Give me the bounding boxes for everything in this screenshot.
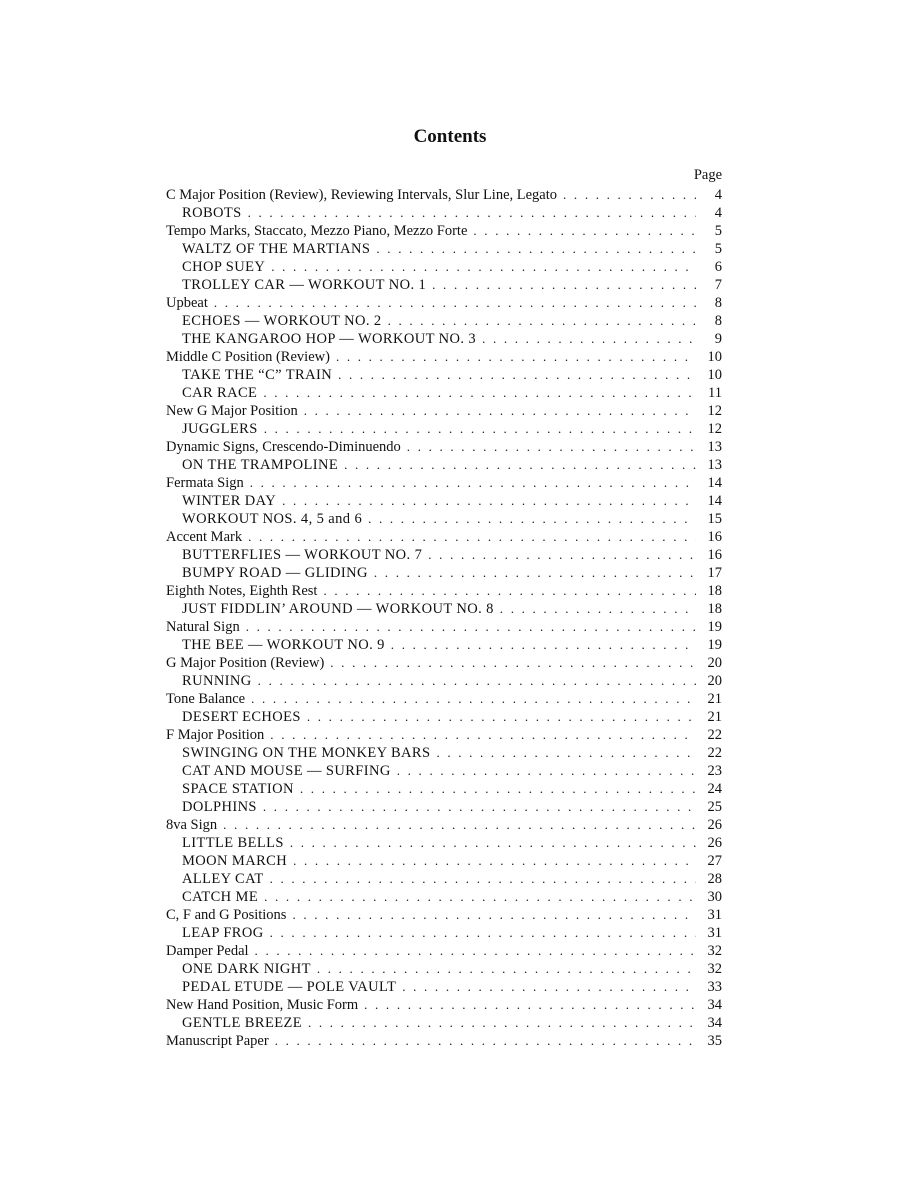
toc-entry	[166, 276, 722, 294]
dot-leader	[264, 888, 696, 906]
dot-leader	[407, 438, 696, 456]
toc-entry-page: 27	[707, 853, 722, 869]
toc-entry-label: TROLLEY CAR — WORKOUT NO. 1	[182, 277, 427, 293]
toc-entry-page: 20	[707, 655, 722, 671]
toc-list	[166, 186, 722, 1050]
toc-entry-page: 16	[707, 547, 722, 563]
dot-leader	[436, 744, 696, 762]
toc-entry-label: F Major Position	[166, 727, 265, 743]
toc-entry-label: New G Major Position	[166, 403, 298, 419]
toc-entry-label: ECHOES — WORKOUT NO. 2	[182, 313, 382, 329]
dot-leader	[263, 798, 696, 816]
dot-leader	[282, 492, 696, 510]
toc-entry	[166, 330, 722, 348]
dot-leader	[275, 1032, 696, 1050]
toc-entry-label: Dynamic Signs, Crescendo-Diminuendo	[166, 439, 401, 455]
toc-entry-page: 19	[707, 637, 722, 653]
toc-entry	[166, 636, 722, 654]
toc-entry-page: 7	[714, 277, 722, 293]
toc-entry-label: Natural Sign	[166, 619, 240, 635]
toc-entry-page: 11	[708, 385, 722, 401]
toc-entry-page: 13	[707, 439, 722, 455]
toc-entry-label: Damper Pedal	[166, 943, 249, 959]
toc-entry-label: Upbeat	[166, 295, 208, 311]
toc-entry	[166, 474, 722, 492]
toc-entry	[166, 888, 722, 906]
toc-entry-page: 17	[707, 565, 722, 581]
dot-leader	[563, 186, 696, 204]
dot-leader	[482, 330, 696, 348]
toc-entry	[166, 654, 722, 672]
toc-entry-page: 32	[707, 961, 722, 977]
dot-leader	[428, 546, 696, 564]
toc-entry-page: 10	[707, 349, 722, 365]
toc-entry-page: 34	[707, 1015, 722, 1031]
toc-entry	[166, 942, 722, 960]
toc-entry-label: WORKOUT NOS. 4, 5 and 6	[182, 511, 363, 527]
toc-entry-page: 5	[714, 223, 722, 239]
toc-entry-label: ONE DARK NIGHT	[182, 961, 311, 977]
toc-entry-label: BUTTERFLIES — WORKOUT NO. 7	[182, 547, 423, 563]
toc-entry-page: 25	[707, 799, 722, 815]
dot-leader	[250, 474, 696, 492]
dot-leader	[368, 510, 696, 528]
toc-entry	[166, 582, 722, 600]
toc-entry	[166, 996, 722, 1014]
toc-entry-label: GENTLE BREEZE	[182, 1015, 302, 1031]
dot-leader	[391, 636, 696, 654]
dot-leader	[300, 780, 696, 798]
toc-entry-page: 8	[714, 313, 722, 329]
toc-entry-label: WALTZ OF THE MARTIANS	[182, 241, 371, 257]
toc-entry	[166, 546, 722, 564]
dot-leader	[246, 618, 696, 636]
toc-entry-label: DOLPHINS	[182, 799, 257, 815]
toc-entry-page: 12	[707, 421, 722, 437]
toc-entry-label: JUST FIDDLIN’ AROUND — WORKOUT NO. 8	[182, 601, 494, 617]
toc-entry-label: TAKE THE “C” TRAIN	[182, 367, 333, 383]
toc-entry	[166, 438, 722, 456]
toc-entry	[166, 1014, 722, 1032]
dot-leader	[255, 942, 696, 960]
dot-leader	[388, 312, 696, 330]
toc-entry-label: Middle C Position (Review)	[166, 349, 330, 365]
toc-entry-label: LEAP FROG	[182, 925, 264, 941]
toc-entry	[166, 510, 722, 528]
dot-leader	[432, 276, 696, 294]
toc-entry-label: WINTER DAY	[182, 493, 277, 509]
toc-entry-label: RUNNING	[182, 673, 252, 689]
dot-leader	[270, 870, 696, 888]
dot-leader	[307, 708, 696, 726]
toc-entry	[166, 348, 722, 366]
toc-entry	[166, 528, 722, 546]
dot-leader	[304, 402, 696, 420]
dot-leader	[248, 204, 696, 222]
toc-entry-page: 16	[707, 529, 722, 545]
toc-entry-page: 21	[707, 709, 722, 725]
dot-leader	[308, 1014, 696, 1032]
toc-entry	[166, 258, 722, 276]
toc-entry-page: 14	[707, 475, 722, 491]
toc-entry	[166, 240, 722, 258]
dot-leader	[330, 654, 696, 672]
toc-entry	[166, 762, 722, 780]
dot-leader	[263, 384, 696, 402]
toc-entry-page: 26	[707, 817, 722, 833]
toc-entry	[166, 690, 722, 708]
toc-entry-label: ALLEY CAT	[182, 871, 264, 887]
toc-entry	[166, 366, 722, 384]
toc-entry	[166, 600, 722, 618]
toc-entry-page: 22	[707, 727, 722, 743]
toc-entry-label: JUGGLERS	[182, 421, 258, 437]
toc-entry-label: PEDAL ETUDE — POLE VAULT	[182, 979, 397, 995]
toc-entry	[166, 906, 722, 924]
dot-leader	[270, 726, 696, 744]
toc-entry-label: Accent Mark	[166, 529, 243, 545]
dot-leader	[223, 816, 696, 834]
toc-entry	[166, 852, 722, 870]
toc-entry-label: BUMPY ROAD — GLIDING	[182, 565, 368, 581]
dot-leader	[402, 978, 696, 996]
toc-entry	[166, 960, 722, 978]
toc-entry-label: ROBOTS	[182, 205, 242, 221]
toc-entry-label: G Major Position (Review)	[166, 655, 325, 671]
toc-entry-page: 10	[707, 367, 722, 383]
toc-entry	[166, 564, 722, 582]
toc-entry-label: CAT AND MOUSE — SURFING	[182, 763, 391, 779]
toc-entry-page: 24	[707, 781, 722, 797]
toc-entry-page: 4	[714, 205, 722, 221]
toc-entry-page: 14	[707, 493, 722, 509]
dot-leader	[251, 690, 696, 708]
page-column-header: Page	[693, 167, 722, 183]
dot-leader	[364, 996, 696, 1014]
toc-entry-label: MOON MARCH	[182, 853, 288, 869]
toc-entry-page: 31	[707, 925, 722, 941]
toc-entry	[166, 708, 722, 726]
toc-entry	[166, 816, 722, 834]
toc-entry-label: Eighth Notes, Eighth Rest	[166, 583, 318, 599]
toc-entry-page: 28	[707, 871, 722, 887]
toc-entry-label: CATCH ME	[182, 889, 259, 905]
toc-entry	[166, 294, 722, 312]
toc-entry	[166, 186, 722, 204]
toc-entry	[166, 204, 722, 222]
toc-entry	[166, 780, 722, 798]
toc-entry-label: Fermata Sign	[166, 475, 244, 491]
toc-entry-label: 8va Sign	[166, 817, 218, 833]
toc-entry-page: 6	[714, 259, 722, 275]
toc-entry	[166, 456, 722, 474]
dot-leader	[338, 366, 696, 384]
toc-entry-page: 8	[714, 295, 722, 311]
toc-entry-page: 18	[707, 583, 722, 599]
dot-leader	[473, 222, 696, 240]
toc-entry-page: 15	[707, 511, 722, 527]
toc-entry	[166, 1032, 722, 1050]
dot-leader	[293, 852, 696, 870]
toc-entry-page: 22	[707, 745, 722, 761]
toc-entry	[166, 384, 722, 402]
toc-entry	[166, 618, 722, 636]
toc-entry-label: SWINGING ON THE MONKEY BARS	[182, 745, 431, 761]
toc-entry	[166, 798, 722, 816]
toc-entry	[166, 726, 722, 744]
toc-entry-page: 30	[707, 889, 722, 905]
toc-entry-label: ON THE TRAMPOLINE	[182, 457, 339, 473]
dot-leader	[248, 528, 696, 546]
dot-leader	[214, 294, 696, 312]
toc-entry-label: THE BEE — WORKOUT NO. 9	[182, 637, 385, 653]
toc-entry-page: 26	[707, 835, 722, 851]
toc-entry-label: DESERT ECHOES	[182, 709, 301, 725]
dot-leader	[264, 420, 696, 438]
toc-entry-page: 13	[707, 457, 722, 473]
toc-entry-page: 32	[707, 943, 722, 959]
toc-entry	[166, 420, 722, 438]
toc-entry-page: 33	[707, 979, 722, 995]
toc-entry-page: 5	[714, 241, 722, 257]
dot-leader	[271, 258, 696, 276]
toc-entry-page: 31	[707, 907, 722, 923]
toc-entry-page: 21	[707, 691, 722, 707]
page-title: Contents	[413, 126, 487, 147]
toc-entry	[166, 924, 722, 942]
toc-entry-page: 12	[707, 403, 722, 419]
toc-entry-page: 9	[714, 331, 722, 347]
toc-entry	[166, 978, 722, 996]
toc-entry	[166, 672, 722, 690]
toc-entry-label: LITTLE BELLS	[182, 835, 284, 851]
dot-leader	[270, 924, 696, 942]
toc-entry-label: Manuscript Paper	[166, 1033, 269, 1049]
dot-leader	[374, 564, 696, 582]
toc-entry	[166, 492, 722, 510]
dot-leader	[500, 600, 696, 618]
toc-entry-label: C Major Position (Review), Reviewing Intervals, Slur Line, Legato	[166, 187, 558, 203]
toc-entry-page: 23	[707, 763, 722, 779]
toc-entry-page: 4	[714, 187, 722, 203]
toc-entry-label: C, F and G Positions	[166, 907, 287, 923]
toc-entry	[166, 744, 722, 762]
toc-entry-label: CHOP SUEY	[182, 259, 266, 275]
toc-entry-label: CAR RACE	[182, 385, 258, 401]
toc-entry-page: 35	[707, 1033, 722, 1049]
toc-entry-page: 34	[707, 997, 722, 1013]
dot-leader	[344, 456, 696, 474]
dot-leader	[336, 348, 696, 366]
toc-entry-page: 18	[707, 601, 722, 617]
dot-leader	[376, 240, 696, 258]
dot-leader	[323, 582, 696, 600]
toc-entry	[166, 870, 722, 888]
toc-entry-page: 19	[707, 619, 722, 635]
toc-entry	[166, 834, 722, 852]
dot-leader	[317, 960, 696, 978]
toc-entry-page: 20	[707, 673, 722, 689]
dot-leader	[290, 834, 696, 852]
toc-entry-label: Tempo Marks, Staccato, Mezzo Piano, Mezzo Forte	[166, 223, 468, 239]
dot-leader	[292, 906, 696, 924]
toc-entry	[166, 402, 722, 420]
toc-entry-label: Tone Balance	[166, 691, 246, 707]
toc-entry	[166, 312, 722, 330]
toc-entry-label: SPACE STATION	[182, 781, 294, 797]
dot-leader	[397, 762, 696, 780]
toc-entry-label: New Hand Position, Music Form	[166, 997, 359, 1013]
toc-entry	[166, 222, 722, 240]
toc-entry-label: THE KANGAROO HOP — WORKOUT NO. 3	[182, 331, 477, 347]
dot-leader	[258, 672, 696, 690]
